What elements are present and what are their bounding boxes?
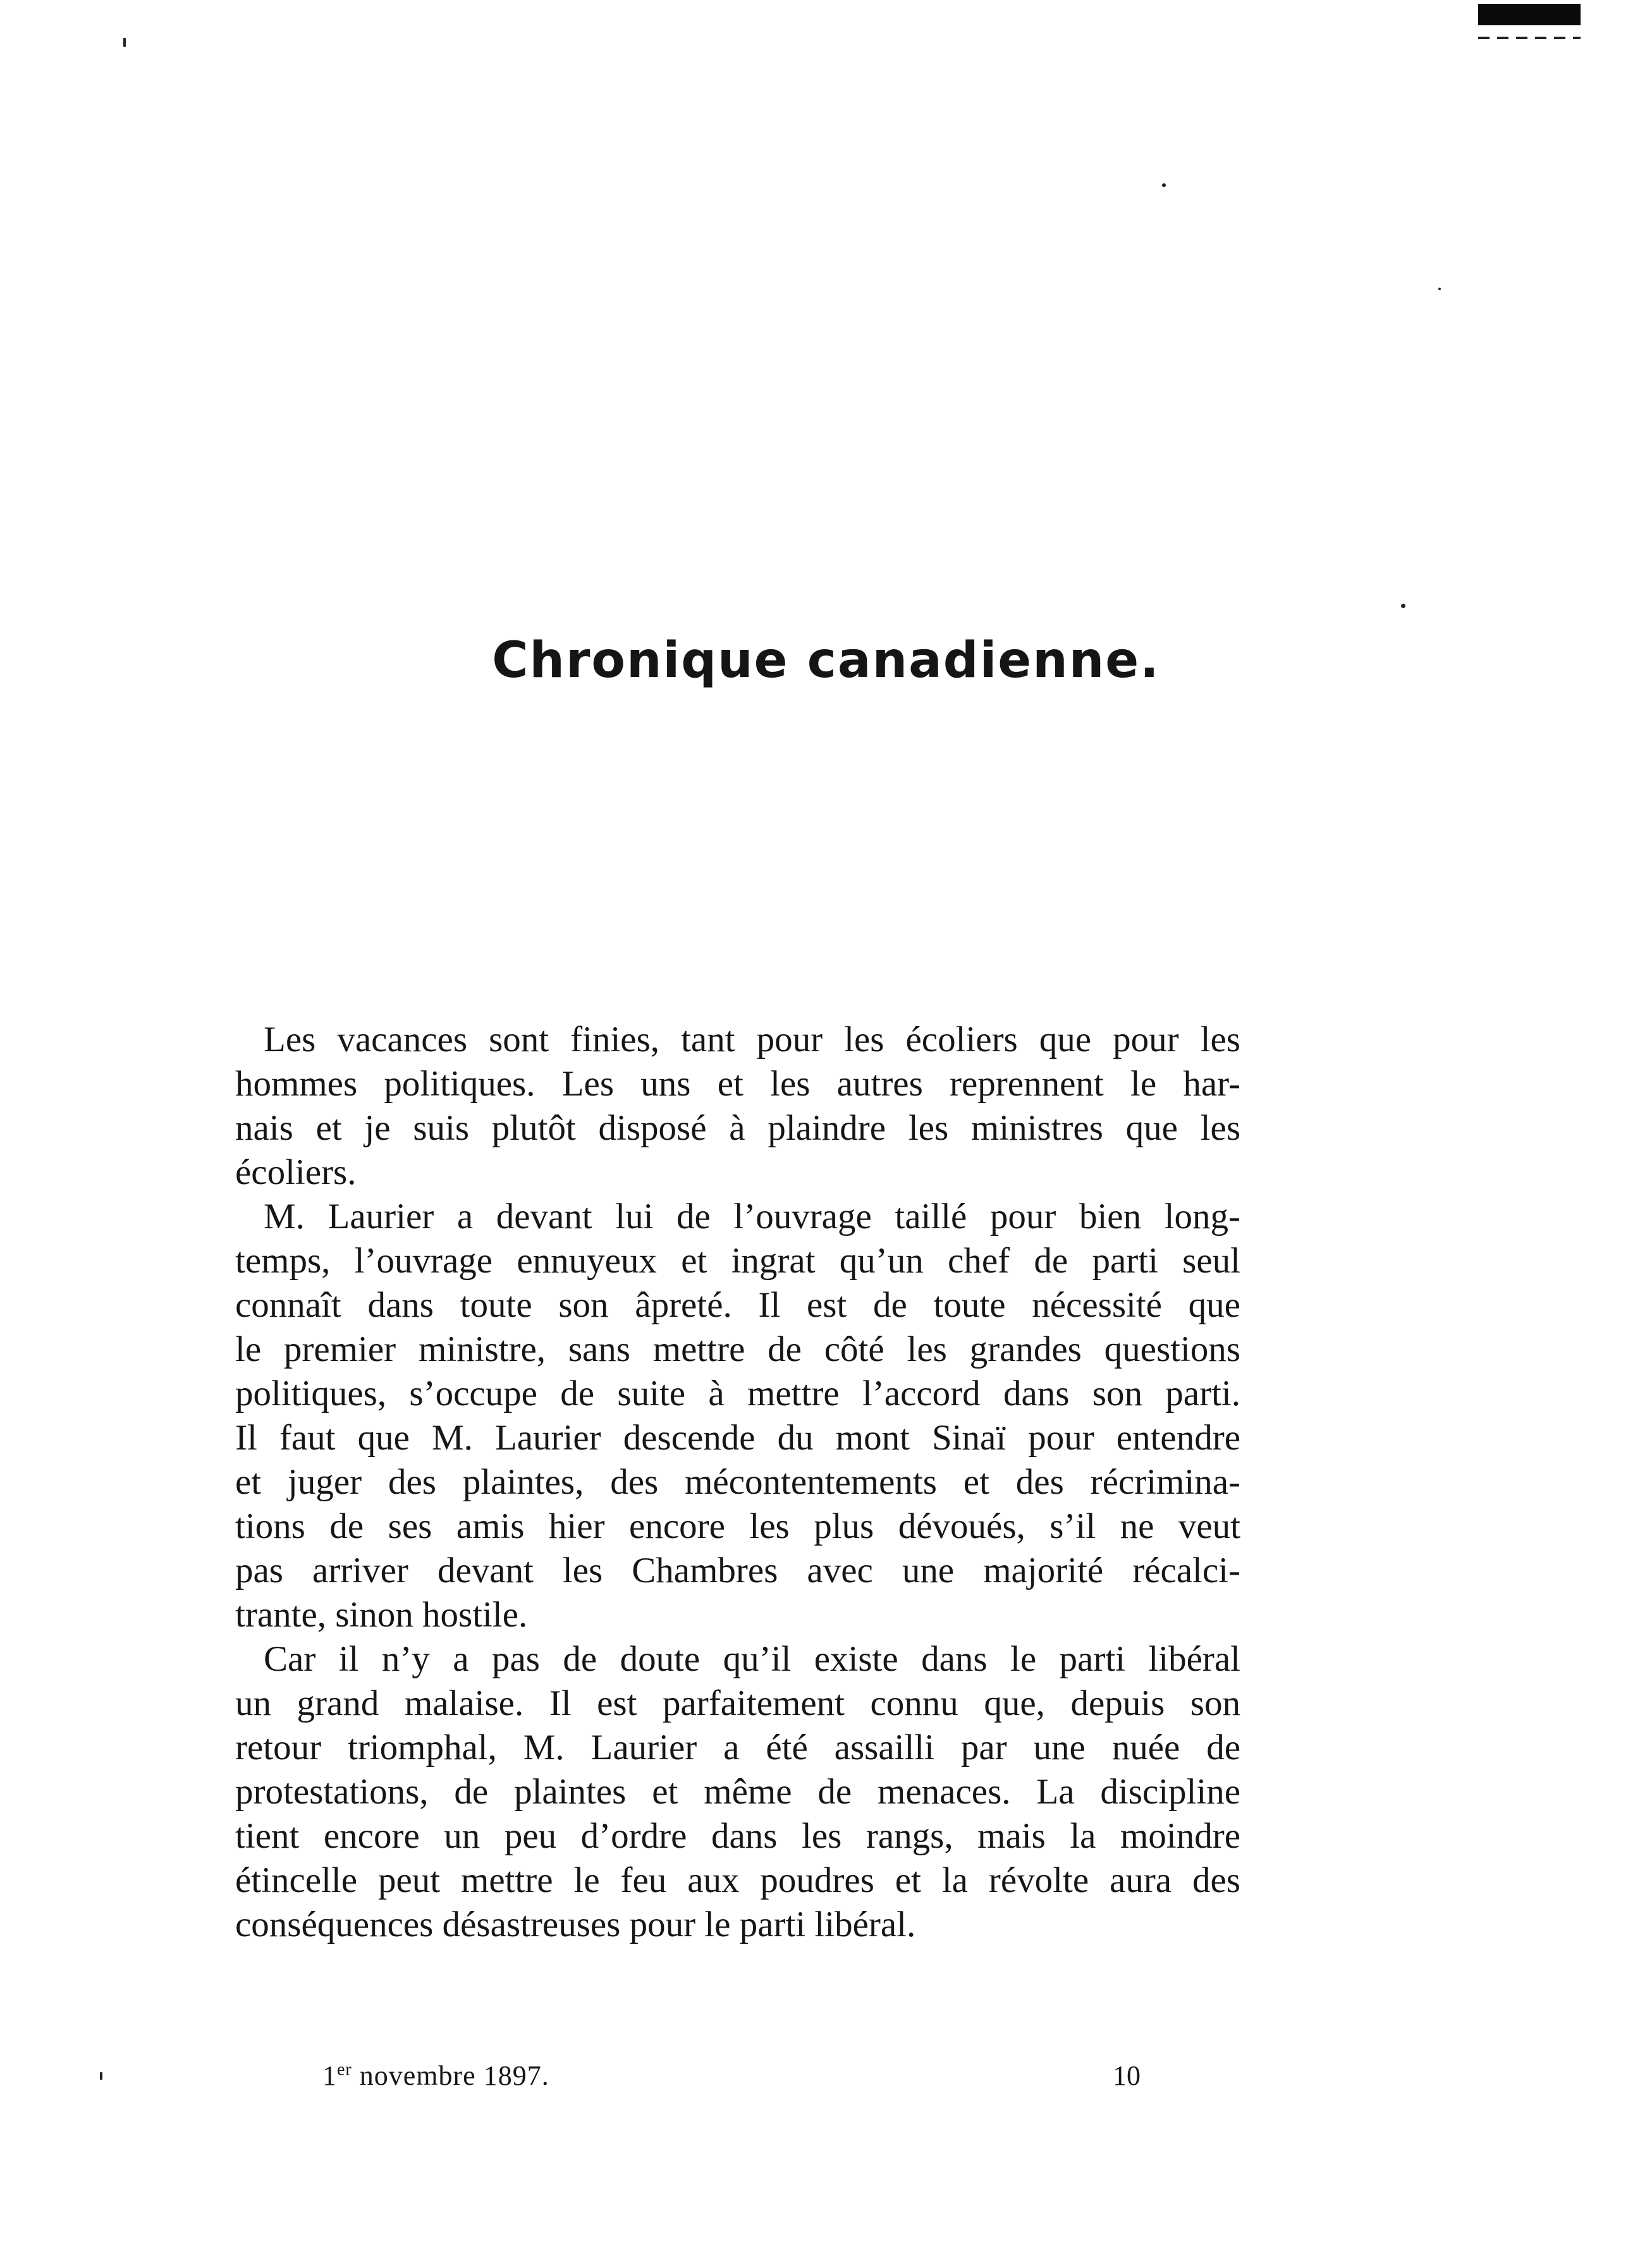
paragraph <box>235 1195 1240 1637</box>
text-line: écoliers. <box>235 1152 357 1192</box>
text-line: Car il n’y a pas de doute qu’il existe dans le parti libéral <box>264 1639 1240 1679</box>
text-line: retour triomphal, M. Laurier a été assailli par une nuée de <box>235 1728 1240 1767</box>
text-line: temps, l’ouvrage ennuyeux et ingrat qu’un chef de parti seul <box>235 1241 1240 1281</box>
text-line: pas arriver devant les Chambres avec une majorité récalci- <box>235 1551 1240 1590</box>
text-line: tient encore un peu d’ordre dans les rangs, mais la moindre <box>235 1816 1240 1856</box>
text-line: politiques, s’occupe de suite à mettre l’accord dans son parti. <box>235 1374 1240 1413</box>
issue-date-day: 1 <box>322 2060 337 2091</box>
text-line: étincelle peut mettre le feu aux poudres et la révolte aura des <box>235 1860 1240 1900</box>
scan-redaction-mark <box>1478 4 1581 25</box>
scan-speck <box>123 38 126 47</box>
issue-date <box>322 2060 549 2092</box>
text-line: le premier ministre, sans mettre de côté les grandes questions <box>235 1329 1240 1369</box>
scan-speck <box>1401 604 1405 608</box>
text-line: Il faut que M. Laurier descende du mont Sinaï pour entendre <box>235 1418 1240 1458</box>
paragraph <box>235 1018 1240 1195</box>
text-line: M. Laurier a devant lui de l’ouvrage taillé pour bien long- <box>264 1197 1240 1236</box>
text-line: un grand malaise. Il est parfaitement connu que, depuis son <box>235 1683 1240 1723</box>
text-line: trante, sinon hostile. <box>235 1595 528 1635</box>
issue-date-ordinal: er <box>337 2060 352 2080</box>
page-title: Chronique canadienne. <box>492 632 1160 689</box>
text-line: protestations, de plaintes et même de menaces. La discipline <box>235 1772 1240 1812</box>
issue-date-rest: novembre 1897. <box>352 2060 549 2091</box>
text-line: et juger des plaintes, des mécontentements et des récrimina- <box>235 1462 1240 1502</box>
text-line: hommes politiques. Les uns et les autres reprennent le har- <box>235 1064 1240 1104</box>
text-line: Les vacances sont finies, tant pour les écoliers que pour les <box>264 1020 1240 1059</box>
text-line: nais et je suis plutôt disposé à plaindre les ministres que les <box>235 1108 1240 1148</box>
scan-speck <box>1162 183 1166 187</box>
scan-dash-mark <box>1478 37 1581 39</box>
scan-speck <box>1438 288 1441 290</box>
scan-speck <box>100 2072 102 2080</box>
text-line: connaît dans toute son âpreté. Il est de toute nécessité que <box>235 1285 1240 1325</box>
page-number: 10 <box>1113 2060 1141 2091</box>
article-body <box>235 1018 1240 1947</box>
paragraph <box>235 1637 1240 1947</box>
text-line: tions de ses amis hier encore les plus dévoués, s’il ne veut <box>235 1506 1240 1546</box>
text-line: conséquences désastreuses pour le parti libéral. <box>235 1905 916 1944</box>
